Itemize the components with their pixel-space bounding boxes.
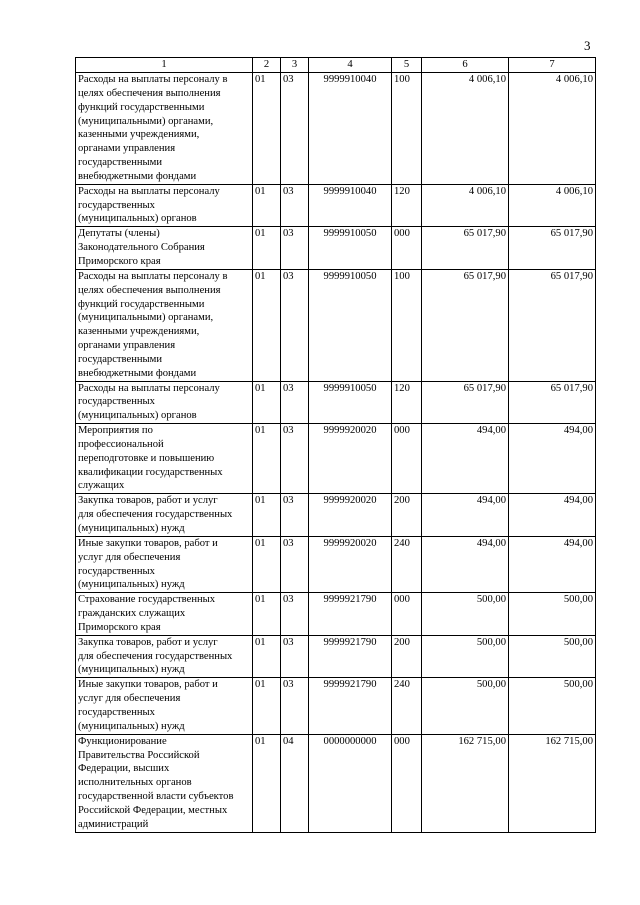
table-row	[76, 635, 596, 678]
expense-name: Функционирование Правительства Российской Федерации, высших исполнительных органов государственной власти субъектов Российской Федерации, местных администраций	[76, 734, 253, 832]
target-item-code: 0000000000	[309, 734, 392, 832]
column-header-7: 7	[509, 58, 596, 73]
target-item-code: 9999921790	[309, 593, 392, 636]
subsection-code: 03	[281, 536, 309, 592]
column-header-1: 1	[76, 58, 253, 73]
column-header-5: 5	[392, 58, 422, 73]
target-item-code: 9999910050	[309, 269, 392, 381]
expense-type-code: 000	[392, 424, 422, 494]
amount-col6: 65 017,90	[422, 381, 509, 424]
section-code: 01	[253, 678, 281, 734]
subsection-code: 03	[281, 227, 309, 270]
target-item-code: 9999910040	[309, 184, 392, 227]
amount-col6: 162 715,00	[422, 734, 509, 832]
expense-type-code: 100	[392, 269, 422, 381]
subsection-code: 03	[281, 381, 309, 424]
target-item-code: 9999920020	[309, 494, 392, 537]
table-row	[76, 734, 596, 832]
amount-col7: 65 017,90	[509, 269, 596, 381]
subsection-code: 03	[281, 269, 309, 381]
column-number-row	[76, 58, 596, 73]
subsection-code: 03	[281, 184, 309, 227]
section-code: 01	[253, 184, 281, 227]
amount-col7: 500,00	[509, 593, 596, 636]
table-row	[76, 269, 596, 381]
section-code: 01	[253, 381, 281, 424]
subsection-code: 04	[281, 734, 309, 832]
column-header-3: 3	[281, 58, 309, 73]
subsection-code: 03	[281, 593, 309, 636]
section-code: 01	[253, 593, 281, 636]
amount-col6: 500,00	[422, 635, 509, 678]
amount-col7: 500,00	[509, 678, 596, 734]
expense-name: Расходы на выплаты персоналу государственных (муниципальных) органов	[76, 184, 253, 227]
expense-name: Мероприятия по профессиональной переподготовке и повышению квалификации государственных служащих	[76, 424, 253, 494]
column-header-2: 2	[253, 58, 281, 73]
expense-type-code: 240	[392, 678, 422, 734]
amount-col6: 494,00	[422, 494, 509, 537]
amount-col7: 65 017,90	[509, 381, 596, 424]
amount-col6: 65 017,90	[422, 227, 509, 270]
column-header-6: 6	[422, 58, 509, 73]
table-row	[76, 227, 596, 270]
target-item-code: 9999910050	[309, 381, 392, 424]
amount-col6: 494,00	[422, 536, 509, 592]
expense-type-code: 000	[392, 734, 422, 832]
expense-type-code: 000	[392, 227, 422, 270]
section-code: 01	[253, 734, 281, 832]
table-row	[76, 184, 596, 227]
amount-col6: 494,00	[422, 424, 509, 494]
amount-col6: 500,00	[422, 593, 509, 636]
table-row	[76, 381, 596, 424]
amount-col6: 65 017,90	[422, 269, 509, 381]
section-code: 01	[253, 269, 281, 381]
target-item-code: 9999921790	[309, 635, 392, 678]
amount-col7: 494,00	[509, 494, 596, 537]
amount-col7: 162 715,00	[509, 734, 596, 832]
amount-col7: 4 006,10	[509, 73, 596, 185]
budget-table	[75, 57, 596, 833]
table-row	[76, 424, 596, 494]
expense-name: Расходы на выплаты персоналу в целях обеспечения выполнения функций государственными (муниципальными) органами, казенными учреждениями, органами управления государственными внебюджетными фондами	[76, 269, 253, 381]
expense-name: Закупка товаров, работ и услуг для обеспечения государственных (муниципальных) нужд	[76, 494, 253, 537]
section-code: 01	[253, 227, 281, 270]
amount-col7: 65 017,90	[509, 227, 596, 270]
expense-type-code: 200	[392, 494, 422, 537]
table-row	[76, 536, 596, 592]
expense-type-code: 000	[392, 593, 422, 636]
amount-col6: 4 006,10	[422, 73, 509, 185]
section-code: 01	[253, 424, 281, 494]
amount-col7: 494,00	[509, 536, 596, 592]
section-code: 01	[253, 635, 281, 678]
table-row	[76, 678, 596, 734]
expense-name: Депутаты (члены) Законодательного Собрания Приморского края	[76, 227, 253, 270]
subsection-code: 03	[281, 424, 309, 494]
table-row	[76, 73, 596, 185]
subsection-code: 03	[281, 678, 309, 734]
expense-name: Иные закупки товаров, работ и услуг для обеспечения государственных (муниципальных) нужд	[76, 678, 253, 734]
target-item-code: 9999910050	[309, 227, 392, 270]
target-item-code: 9999920020	[309, 424, 392, 494]
subsection-code: 03	[281, 635, 309, 678]
amount-col7: 494,00	[509, 424, 596, 494]
page-number: 3	[584, 38, 591, 53]
expense-type-code: 200	[392, 635, 422, 678]
expense-type-code: 120	[392, 381, 422, 424]
amount-col6: 500,00	[422, 678, 509, 734]
expense-type-code: 120	[392, 184, 422, 227]
expense-type-code: 240	[392, 536, 422, 592]
expense-name: Иные закупки товаров, работ и услуг для обеспечения государственных (муниципальных) нужд	[76, 536, 253, 592]
expense-name: Расходы на выплаты персоналу государственных (муниципальных) органов	[76, 381, 253, 424]
expense-name: Закупка товаров, работ и услуг для обеспечения государственных (муниципальных) нужд	[76, 635, 253, 678]
subsection-code: 03	[281, 73, 309, 185]
amount-col7: 4 006,10	[509, 184, 596, 227]
amount-col7: 500,00	[509, 635, 596, 678]
amount-col6: 4 006,10	[422, 184, 509, 227]
section-code: 01	[253, 536, 281, 592]
target-item-code: 9999910040	[309, 73, 392, 185]
expense-type-code: 100	[392, 73, 422, 185]
expense-name: Расходы на выплаты персоналу в целях обеспечения выполнения функций государственными (муниципальными) органами, казенными учреждениями, органами управления государственными внебюджетными фондами	[76, 73, 253, 185]
section-code: 01	[253, 73, 281, 185]
expense-name: Страхование государственных гражданских служащих Приморского края	[76, 593, 253, 636]
target-item-code: 9999921790	[309, 678, 392, 734]
target-item-code: 9999920020	[309, 536, 392, 592]
table-row	[76, 494, 596, 537]
table-row	[76, 593, 596, 636]
section-code: 01	[253, 494, 281, 537]
column-header-4: 4	[309, 58, 392, 73]
subsection-code: 03	[281, 494, 309, 537]
